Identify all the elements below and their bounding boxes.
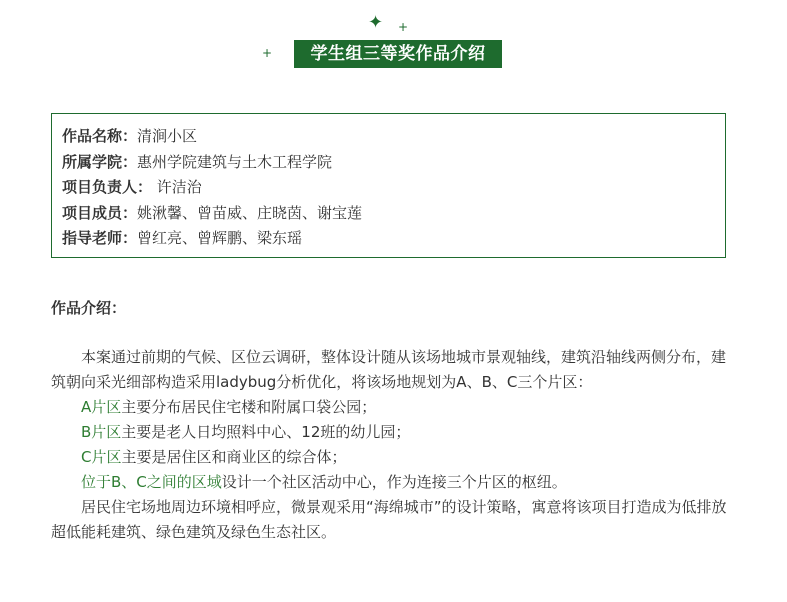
zone-desc: 设计一个社区活动中心，作为连接三个片区的枢纽。	[221, 473, 567, 491]
info-label: 作品名称：	[62, 127, 138, 145]
plus-decoration-icon: +	[398, 20, 409, 34]
info-row-college	[62, 150, 725, 176]
zone-item-a	[51, 395, 731, 420]
info-value: 许洁治	[152, 178, 202, 196]
info-value: 姚湫馨、曾苗威、庄晓茵、谢宝莲	[137, 203, 363, 222]
info-row-advisors	[62, 226, 725, 252]
project-info-box	[51, 113, 726, 258]
zone-desc: 主要分布居民住宅楼和附属口袋公园；	[121, 398, 377, 416]
zone-desc: 主要是居住区和商业区的综合体；	[121, 448, 347, 466]
zone-name: B片区	[81, 423, 122, 441]
zone-item-c	[51, 445, 731, 470]
zone-name: A片区	[81, 398, 122, 416]
info-label: 项目成员：	[62, 203, 138, 222]
zone-desc: 主要是老人日均照料中心、12班的幼儿园；	[121, 423, 411, 441]
info-value: 曾红亮、曾辉鹏、梁东瑶	[137, 229, 303, 247]
intro-paragraph: 本案通过前期的气候、区位云调研，整体设计随从该场地城市景观轴线，建筑沿轴线两侧分布，建筑朝向采光细部构造采用ladybug分析优化，将该场地规划为A、B、C三个片区：	[51, 348, 727, 391]
info-value: 惠州学院建筑与土木工程学院	[137, 152, 333, 171]
info-row-leader	[62, 175, 725, 201]
page-title: 学生组三等奖作品介绍	[294, 40, 502, 68]
info-label: 所属学院：	[62, 152, 138, 171]
zone-name: 位于B、C之间的区域	[81, 473, 222, 491]
sparkle-decoration-icon: ✦	[368, 12, 384, 33]
info-label: 指导老师：	[62, 229, 138, 247]
intro-body	[51, 345, 731, 545]
intro-paragraph: 居民住宅场地周边环境相呼应，微景观采用“海绵城市”的设计策略，寓意将该项目打造成为低排放超低能耗建筑、绿色建筑及绿色生态社区。	[51, 498, 727, 541]
zone-name: C片区	[81, 448, 122, 466]
info-row-project-name	[62, 124, 725, 150]
plus-decoration-icon: +	[262, 46, 273, 60]
zone-item-bc	[51, 470, 731, 495]
intro-heading: 作品介绍：	[51, 299, 127, 317]
info-label: 项目负责人：	[62, 178, 153, 196]
info-row-members	[62, 201, 725, 227]
info-value: 清涧小区	[137, 127, 198, 145]
zone-item-b	[51, 420, 731, 445]
